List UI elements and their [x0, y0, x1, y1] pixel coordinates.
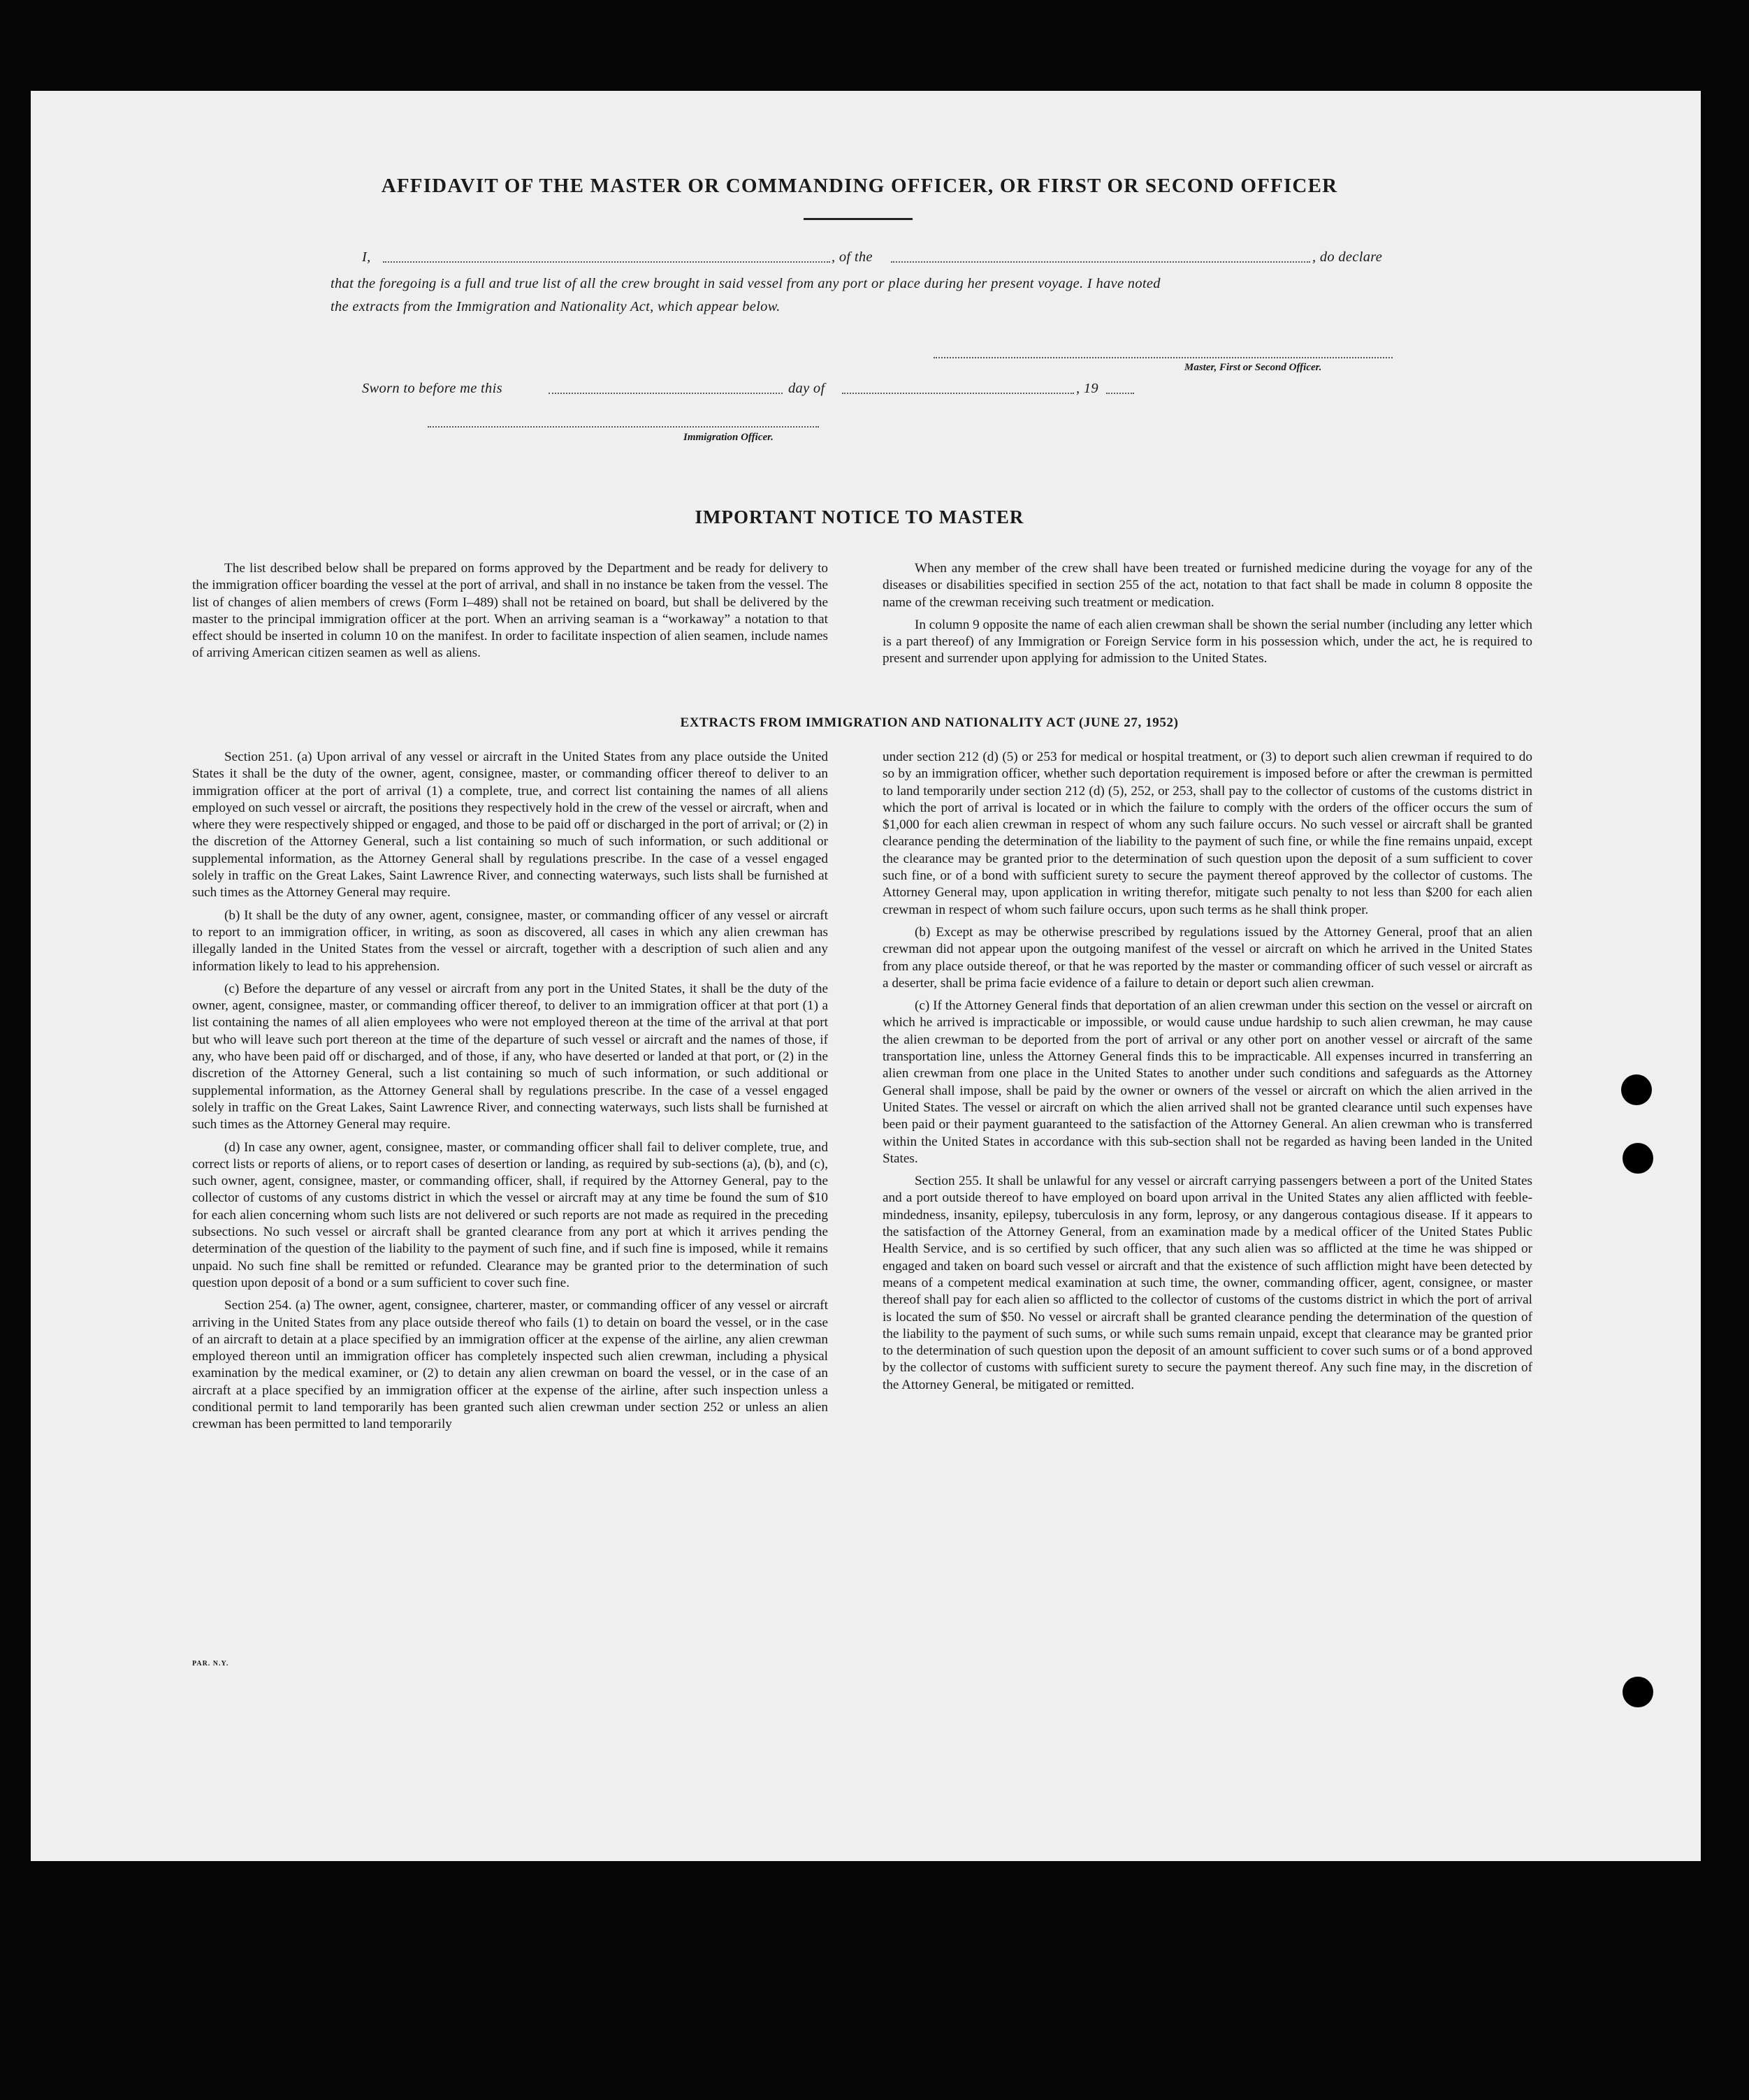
punch-hole	[1623, 1143, 1653, 1174]
name-blank-line[interactable]	[383, 261, 830, 263]
notice-right-paragraph: When any member of the crew shall have been treated or furnished medicine during the voyage for any of the diseases or disabilities specified in section 255 of the act, notation to that fact shall be made in column 8 opposite the name of the crewman receiving such treatment or medication.	[883, 561, 1532, 610]
punch-hole	[1623, 1677, 1653, 1707]
notice-right-column	[883, 560, 1532, 673]
punch-hole	[1621, 1074, 1652, 1105]
officer-signature-caption: Immigration Officer.	[683, 432, 774, 443]
section-251-d: (d) In case any owner, agent, consignee, master, or commanding officer shall fail to deliver complete, true, and correct lists or reports of aliens, or to report cases of desertion or landing, as required by sub-sections (a), (b), and (c), such owner, agent, consignee, master, or commanding officer, shall, if required by the Attorney General, pay to the collector of customs of any customs district in which the vessel or aircraft may at any time be found the sum of $10 for each alien concerning whom such lists are not delivered or such reports are not made as required in the preceding subsections. No such vessel or aircraft shall be granted clearance from any port at which it arrives pending the determination of the question of the liability to the payment of such fine, and if such fine is imposed, while it remains unpaid. No such fine shall be remitted or refunded. Clearance may be granted prior to the determination of such question upon deposit of a bond or a sum sufficient to cover such fine.	[192, 1139, 828, 1290]
sworn-month-blank-line[interactable]	[842, 393, 1074, 394]
section-254-a-continued: under section 212 (d) (5) or 253 for medical or hospital treatment, or (3) to deport such alien crewman if required to do so by an immigration officer, whether such deportation requirement is imposed before or after the crewman is permitted to land temporarily under section 212 (d) (5), 252, or 253, shall pay to the collector of customs of the customs district in which the port of arrival is located or in which the failure to comply with the orders of the officer occurs the sum of $1,000 for each alien crewman in respect of whom any such failure occurs. No such vessel or aircraft shall be granted clearance pending the determination of the liability to the payment of such fine, or while the fine remains unpaid, except the clearance may be granted prior to the determination of such question upon the deposit of a sum sufficient to cover such fine, or of a bond with sufficient surety to secure the payment thereof approved by the collector of customs. The Attorney General may, upon application in writing therefor, mitigate such penalty to not less than $200 for each alien crewman in respect of whom such failure occurs, upon such terms as he shall think proper.	[883, 750, 1532, 917]
section-254-b: (b) Except as may be otherwise prescribed by regulations issued by the Attorney General, proof that an alien crewman did not appear upon the outgoing manifest of the vessel or aircraft on which he arrived in the United States from any place outside thereof, or that he was reported by the master or commanding officer of such vessel or aircraft as a deserter, shall be prima facie evidence of a failure to detain or deport such alien crewman.	[883, 924, 1532, 991]
master-signature-line[interactable]	[934, 357, 1393, 358]
year-label: , 19	[1076, 381, 1098, 396]
section-251-c: (c) Before the departure of any vessel or aircraft from any port in the United States, it shall be the duty of the owner, agent, consignee, master, or commanding officer thereof, to deliver to an immigration officer at that port (1) a list containing the names of all alien employees who were not employed thereon at the time of the arrival at that port but who will leave such port thereon at the time of the departure of such vessel or aircraft and the names of those, if any, who have been paid off or discharged, and of those, if any, who have deserted or landed at that port, or (2) in the discretion of the Attorney General, such a list containing so much of such information, or such additional or supplemental information, as the Attorney General shall by regulations prescribe. In the case of a vessel engaged solely in traffic on the Great Lakes, Saint Lawrence River, and connecting waterways, such lists shall be furnished at such times as the Attorney General may require.	[192, 981, 828, 1132]
section-254-c: (c) If the Attorney General finds that deportation of an alien crewman under this section on the vessel or aircraft on which he arrived is impracticable or impossible, or would cause undue hardship to such alien crewman, he may cause the alien crewman to be deported from the port of arrival or any other port on another vessel or aircraft of the same transportation line, unless the Attorney General finds this to be impracticable. All expenses incurred in transferring an alien crewman from one place in the United States to another under such conditions and safeguards as the Attorney General shall impose, shall be paid by the owner or owners of the vessel or aircraft on which the alien arrived in the United States. The vessel or aircraft on which the alien arrived shall not be granted clearance until such expenses have been paid or their payment guaranteed to the satisfaction of the Attorney General. An alien crewman who is transferred within the United States in accordance with this sub-section shall not be regarded as having been landed in the United States.	[883, 998, 1532, 1166]
section-254-a: Section 254. (a) The owner, agent, consignee, charterer, master, or commanding officer of any vessel or aircraft arriving in the United States from any place outside thereof who fails (1) to detain on board the vessel, or in the case of an aircraft to detain at a place specified by an immigration officer at the expense of the airline, any alien crewman employed thereon until an immigration officer has completely inspected such alien crewman, including a physical examination by the medical examiner, or (2) to detain any alien crewman on board the vessel, or in the case of an aircraft at a place specified by an immigration officer at the expense of the airline, after such inspection unless a conditional permit to land temporarily has been granted such alien crewman under section 252 or unless an alien crewman has been permitted to land temporarily	[192, 1298, 828, 1432]
declaration-of-the-label: , of the	[832, 249, 873, 265]
officer-signature-line[interactable]	[428, 426, 819, 428]
master-signature-caption: Master, First or Second Officer.	[1184, 362, 1322, 373]
declaration-i-label: I,	[362, 249, 371, 265]
sworn-year-blank-line[interactable]	[1106, 393, 1134, 394]
declaration-body-line2: the extracts from the Immigration and Nationality Act, which appear below.	[331, 299, 781, 314]
printer-mark: PAR. N.Y.	[192, 1660, 229, 1668]
notice-left-paragraph: The list described below shall be prepared on forms approved by the Department and be ready for delivery to the immigration officer boarding the vessel at the port of arrival, and shall in no instance be taken from the vessel. The list of changes of alien members of crews (Form I–489) shall not be retained on board, but shall be delivered by the master to the principal immigration officer at the port. When an arriving seaman is a “workaway” a notation to that effect should be inserted in column 10 on the manifest. In order to facilitate inspection of alien seamen, include names of arriving American citizen seamen as well as aliens.	[192, 561, 828, 661]
declaration-do-declare-label: , do declare	[1312, 249, 1383, 265]
section-251-a: Section 251. (a) Upon arrival of any vessel or aircraft in the United States from any place outside the United States it shall be the duty of the owner, agent, consignee, master, or commanding officer thereof to deliver to an immigration officer at the port of arrival (1) a complete, true, and correct list containing the names of all aliens employed on such vessel or aircraft, the positions they respectively hold in the crew of the vessel or aircraft, when and where they were respectively shipped or engaged, and those to be paid off or discharged in the port of arrival; or (2) in the discretion of the Attorney General, such a list containing so much of such information, or such additional or supplemental information, as the Attorney General shall by regulations prescribe. In the case of a vessel engaged solely in traffic on the Great Lakes, Saint Lawrence River, and connecting waterways, such lists shall be furnished at such times as the Attorney General may require.	[192, 750, 828, 900]
section-255: Section 255. It shall be unlawful for any vessel or aircraft carrying passengers between a port of the United States and a port outside thereof to have employed on board upon arrival in the United States any alien afflicted with feeble-mindedness, insanity, epilepsy, tuberculosis in any form, leprosy, or any dangerous contagious disease. If it appears to the satisfaction of the Attorney General, from an examination made by a medical officer of the United States Public Health Service, and is so certified by such officer, that any such alien was so afflicted at the time he was shipped or engaged and taken on board such vessel or aircraft and that the existence of such affliction might have been detected by means of a competent medical examination at such time, the owner, commanding officer, agent, consignee, or master thereof shall pay for each alien so afflicted to the collector of customs of the customs district in which the port of arrival is located the sum of $50. No vessel or aircraft shall be granted clearance pending the determination of the question of the liability to the payment of such sums, or while such sums remain unpaid, except that clearance may be granted prior to the determination of such question upon the deposit of an amount sufficient to cover such sums or of a bond approved by the collector of customs with sufficient surety to secure the payment thereof. Any such fine may, in the discretion of the Attorney General, be mitigated or remitted.	[883, 1174, 1532, 1392]
notice-title: IMPORTANT NOTICE TO MASTER	[695, 506, 1024, 527]
declaration-body-line1: that the foregoing is a full and true list of all the crew brought in said vessel from any port or place during her present voyage. I have noted	[331, 276, 1161, 291]
sworn-label: Sworn to before me this	[362, 381, 502, 396]
extracts-left-column	[192, 749, 828, 1439]
extracts-title: EXTRACTS FROM IMMIGRATION AND NATIONALITY ACT (JUNE 27, 1952)	[680, 715, 1179, 730]
day-of-label: day of	[788, 381, 825, 396]
extracts-right-column	[883, 749, 1532, 1399]
sworn-day-blank-line[interactable]	[549, 393, 783, 394]
section-251-b: (b) It shall be the duty of any owner, agent, consignee, master, or commanding officer of any vessel or aircraft to report to an immigration officer, in writing, as soon as discovered, all cases in which any alien crewman has illegally landed in the United States from the vessel or aircraft, together with a description of such alien and any information likely to lead to his apprehension.	[192, 907, 828, 974]
heading-underline	[804, 218, 913, 220]
vessel-blank-line[interactable]	[891, 261, 1310, 263]
notice-left-column	[192, 560, 828, 668]
affidavit-heading: AFFIDAVIT OF THE MASTER OR COMMANDING OFFICER, OR FIRST OR SECOND OFFICER	[381, 175, 1338, 197]
notice-right-paragraph: In column 9 opposite the name of each alien crewman shall be shown the serial number (including any letter which is a part thereof) of any Immigration or Foreign Service form in his possession which, under the act, he is required to present and surrender upon applying for admission to the United States.	[883, 617, 1532, 666]
